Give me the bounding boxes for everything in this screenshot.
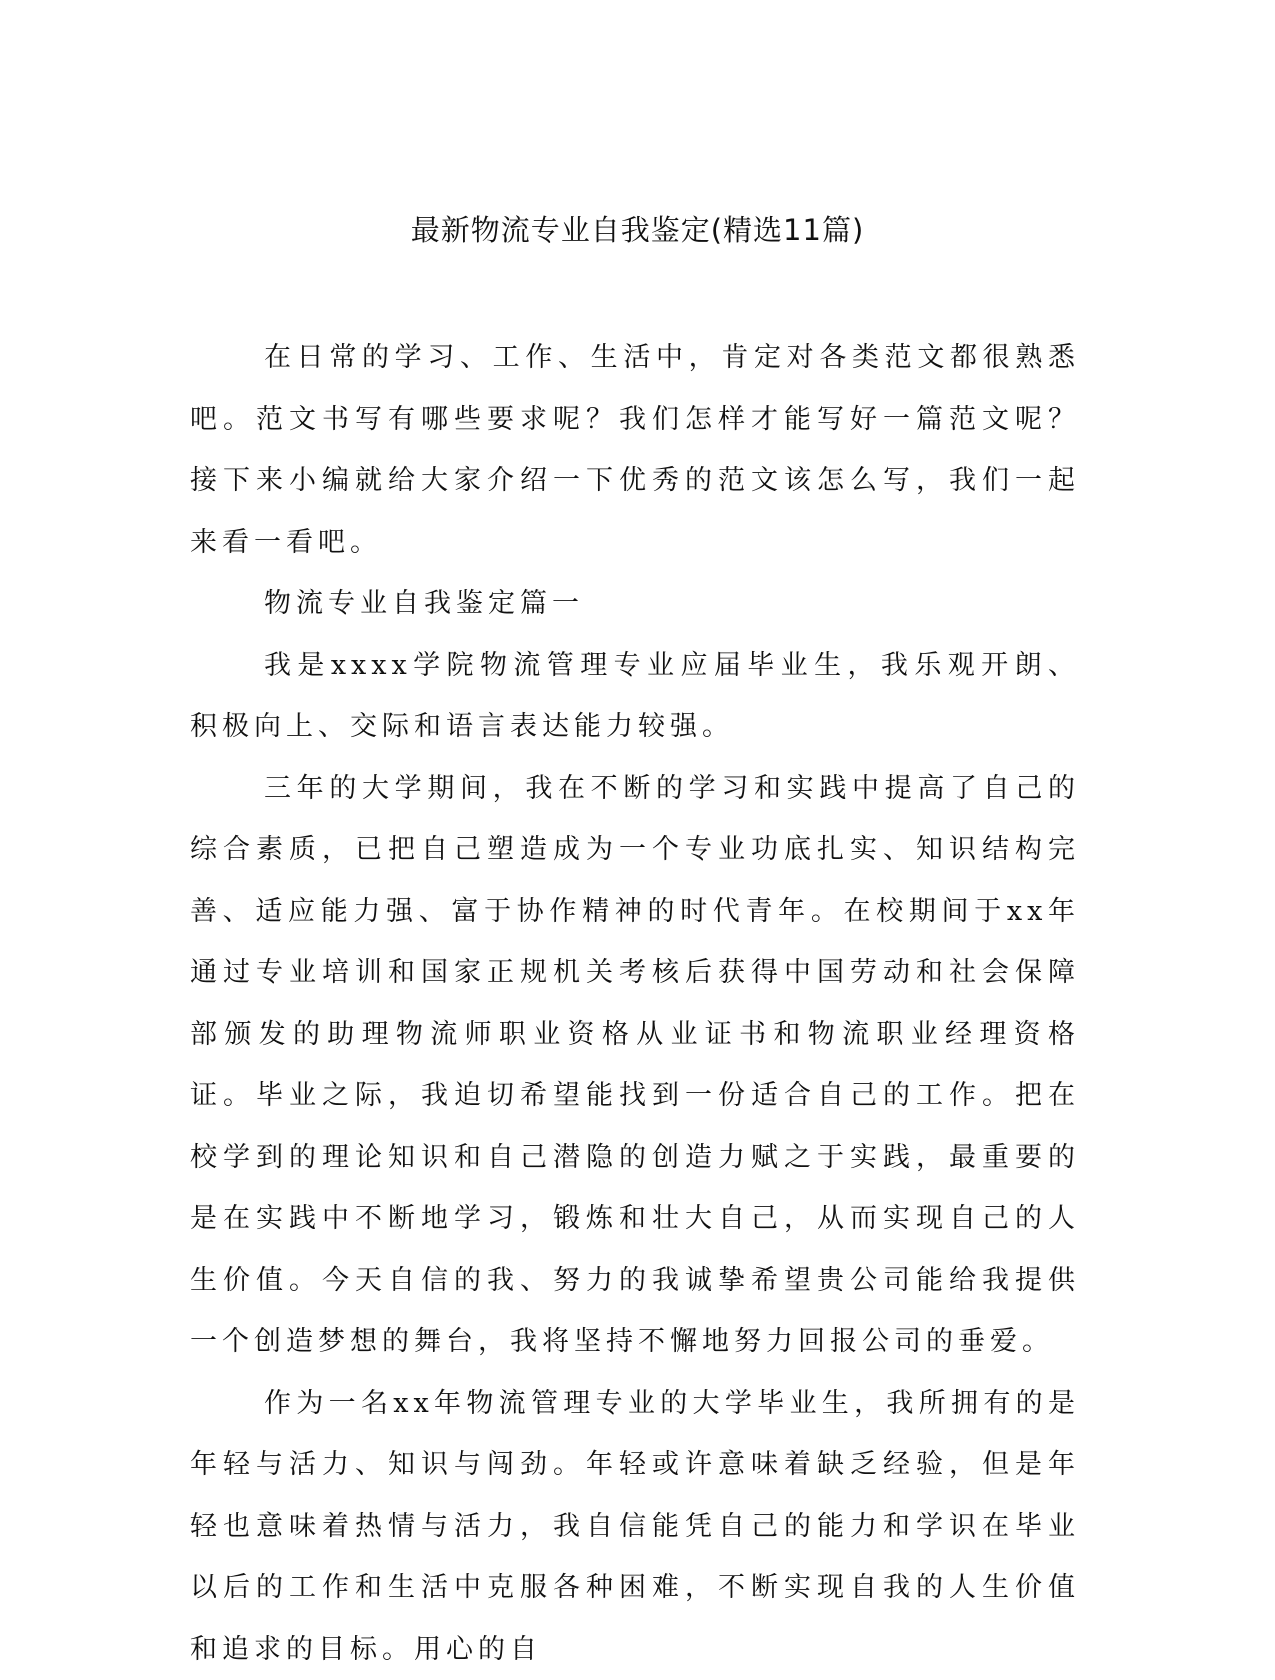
section-heading: 物流专业自我鉴定篇一 — [190, 573, 1080, 635]
document-title: 最新物流专业自我鉴定(精选11篇) — [0, 210, 1275, 250]
body-paragraph: 作为一名xx年物流管理专业的大学毕业生，我所拥有的是年轻与活力、知识与闯劲。年轻或许意味着缺乏经验，但是年轻也意味着热情与活力，我自信能凭自己的能力和学识在毕业以后的工作和生活中克服各种困难，不断实现自我的人生价值和追求的目标。用心的自 — [190, 1373, 1080, 1680]
intro-paragraph: 在日常的学习、工作、生活中，肯定对各类范文都很熟悉吧。范文书写有哪些要求呢？我们怎样才能写好一篇范文呢？接下来小编就给大家介绍一下优秀的范文该怎么写，我们一起来看一看吧。 — [190, 327, 1080, 573]
body-paragraph: 三年的大学期间，我在不断的学习和实践中提高了自己的综合素质，已把自己塑造成为一个专业功底扎实、知识结构完善、适应能力强、富于协作精神的时代青年。在校期间于xx年通过专业培训和国家正规机关考核后获得中国劳动和社会保障部颁发的助理物流师职业资格从业证书和物流职业经理资格证。毕业之际，我迫切希望能找到一份适合自己的工作。把在校学到的理论知识和自己潜隐的创造力赋之于实践，最重要的是在实践中不断地学习，锻炼和壮大自己，从而实现自己的人生价值。今天自信的我、努力的我诚挚希望贵公司能给我提供一个创造梦想的舞台，我将坚持不懈地努力回报公司的垂爱。 — [190, 758, 1080, 1373]
document-body — [190, 327, 1080, 1680]
body-paragraph: 我是xxxx学院物流管理专业应届毕业生，我乐观开朗、积极向上、交际和语言表达能力较强。 — [190, 635, 1080, 758]
